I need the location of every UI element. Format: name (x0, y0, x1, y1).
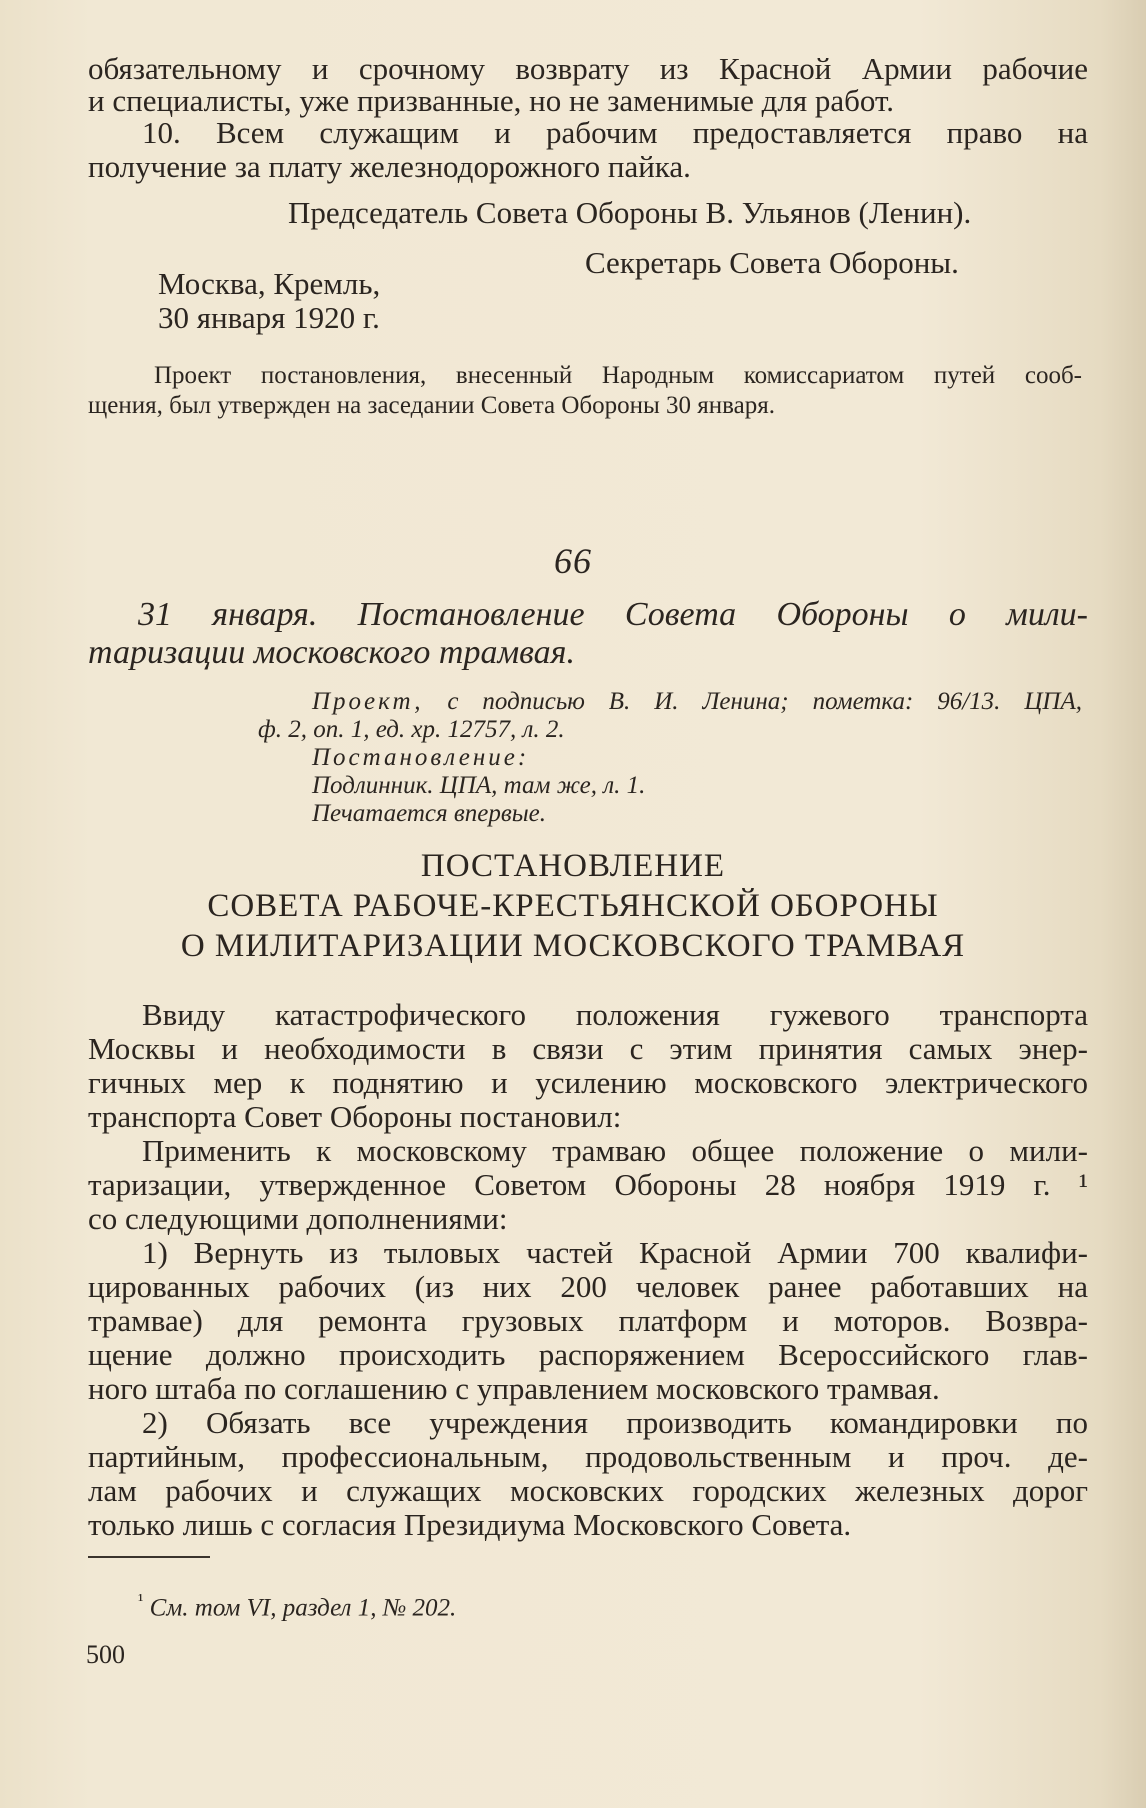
body-line: лам рабочих и служащих московских городских железных дорог (88, 1473, 1088, 1508)
body-line: Применить к московскому трамваю общее положение о мили- (142, 1133, 1088, 1168)
body-line: трамвае) для ремонта грузовых платформ и моторов. Возвра- (88, 1303, 1088, 1338)
para2-line2: получение за плату железнодорожного пайка. (88, 149, 691, 184)
body-line: партийным, профессиональным, продовольственным и проч. де- (88, 1439, 1088, 1474)
editorial-note-line1: Проект постановления, внесенный Народным комиссариатом путей сооб- (154, 362, 1082, 389)
resolution-heading-1: ПОСТАНОВЛЕНИЕ (420, 848, 726, 884)
source-line4: Подлинник. ЦПА, там же, л. 1. (312, 772, 646, 799)
body-line: Москвы и необходимости в связи с этим принятия самых энер- (88, 1031, 1088, 1066)
resolution-heading-2: СОВЕТА РАБОЧЕ-КРЕСТЬЯНСКОЙ ОБОРОНЫ (207, 888, 939, 924)
body-line: гичных мер к поднятию и усилению московского электрического (88, 1065, 1088, 1100)
source-line2: ф. 2, оп. 1, ед. хр. 12757, л. 2. (258, 716, 565, 743)
document-title-line1: 31 января. Постановление Совета Обороны о мили- (138, 596, 1088, 633)
para1-line2: и специалисты, уже призванные, но не заменимые для работ. (88, 83, 894, 118)
signing-place: Москва, Кремль, (158, 266, 381, 301)
source-line1 (312, 688, 1082, 716)
source-line3: Постановление: (312, 744, 530, 771)
footnote-mark: ¹ (138, 1590, 144, 1610)
resolution-heading-3: О МИЛИТАРИЗАЦИИ МОСКОВСКОГО ТРАМВАЯ (180, 928, 966, 964)
editorial-note-line2: щения, был утвержден на заседании Совета Обороны 30 января. (88, 392, 775, 419)
signature-chair: Председатель Совета Обороны В. Ульянов (Ленин). (288, 195, 972, 230)
body-line: транспорта Совет Обороны постановил: (88, 1099, 622, 1134)
body-line: 1) Вернуть из тыловых частей Красной Армии 700 квалифи- (142, 1235, 1088, 1270)
source-project-label: Проект, (312, 688, 424, 715)
footnote (138, 1590, 456, 1622)
source-project-details: с подписью В. И. Ленина; пометка: 96/13. ЦПА, (447, 688, 1082, 715)
body-line: только лишь с согласия Президиума Московского Совета. (88, 1507, 852, 1542)
body-line: таризации, утвержденное Советом Обороны 28 ноября 1919 г. ¹ (88, 1167, 1088, 1202)
footnote-separator (88, 1556, 210, 1558)
body-line: Ввиду катастрофического положения гужевого транспорта (142, 997, 1088, 1032)
body-line: 2) Обязать все учреждения производить командировки по (142, 1405, 1088, 1440)
signature-secretary: Секретарь Совета Обороны. (585, 245, 959, 280)
page-number: 500 (86, 1640, 125, 1669)
source-line5: Печатается впервые. (312, 800, 546, 827)
signing-date: 30 января 1920 г. (158, 300, 380, 335)
document-title-line2: таризации московского трамвая. (88, 634, 575, 671)
document-number: 66 (554, 541, 592, 581)
body-line: щение должно происходить распоряжением Всероссийского глав- (88, 1337, 1088, 1372)
body-line: ного штаба по соглашению с управлением московского трамвая. (88, 1371, 940, 1406)
body-line: со следующими дополнениями: (88, 1201, 508, 1236)
para2-line1: 10. Всем служащим и рабочим предоставляется право на (142, 115, 1088, 150)
para1-line1: обязательному и срочному возврату из Красной Армии рабочие (88, 51, 1088, 86)
body-line: цированных рабочих (из них 200 человек ранее работавших на (88, 1269, 1088, 1304)
footnote-text: См. том VI, раздел 1, № 202. (149, 1594, 457, 1622)
